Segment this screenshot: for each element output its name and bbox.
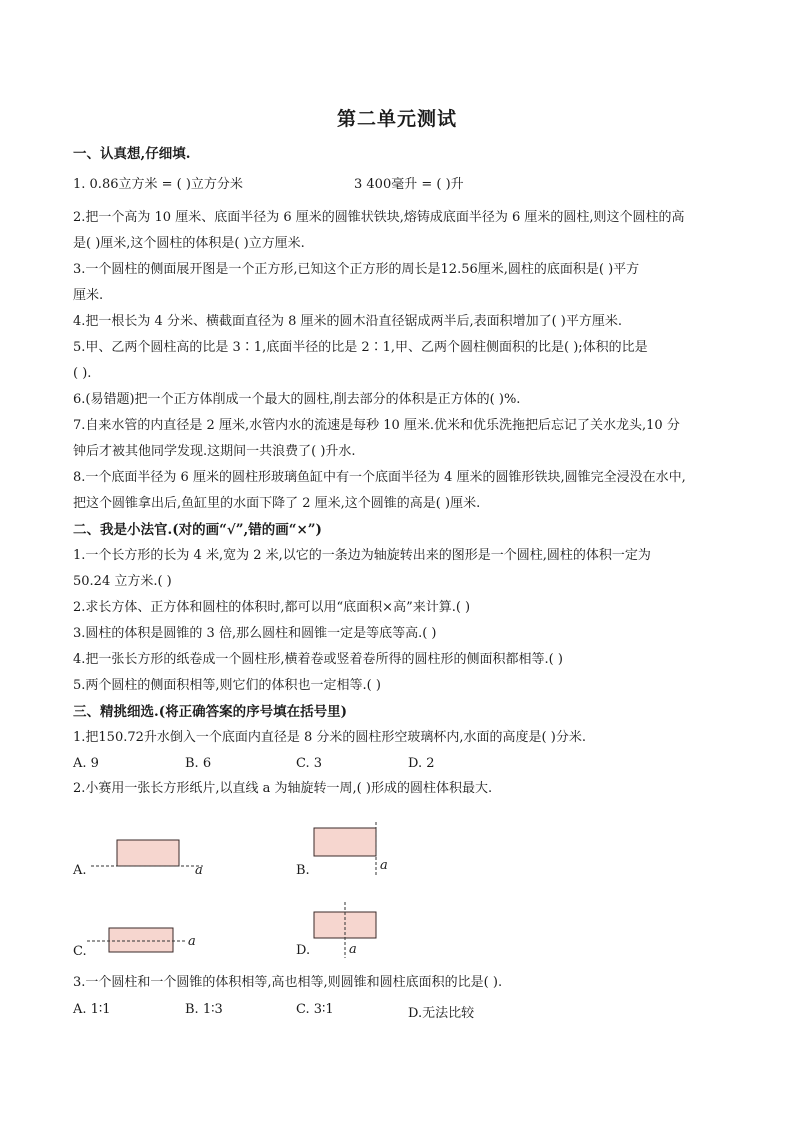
option-3-1-d: D. 2 bbox=[408, 756, 435, 771]
question-1-7: 7.自来水管的内直径是 2 厘米,水管内水的流速是每秒 10 厘米.优米和优乐洗拖把后忘记了关水龙头,10 分 bbox=[73, 418, 680, 433]
question-1-1b: 3 400毫升 = ( )升 bbox=[354, 177, 464, 192]
question-2-3: 3.圆柱的体积是圆锥的 3 倍,那么圆柱和圆锥一定是等底等高.( ) bbox=[73, 626, 437, 641]
question-3-1: 1.把150.72升水倒入一个底面内直径是 8 分米的圆柱形空玻璃杯内,水面的高度是( )分米. bbox=[73, 730, 586, 745]
question-1-7-cont: 钟后才被其他同学发现.这期间一共浪费了( )升水. bbox=[73, 444, 356, 459]
figure-a bbox=[73, 832, 223, 882]
figure-d-axis-label: a bbox=[349, 942, 357, 957]
figure-c-rect bbox=[109, 928, 173, 952]
figure-a-axis-label: a bbox=[195, 863, 203, 878]
question-2-1-cont: 50.24 立方米.( ) bbox=[73, 574, 172, 589]
figure-b-label: B. bbox=[296, 863, 310, 878]
section-1-heading: 一、认真想,仔细填. bbox=[73, 146, 191, 162]
figure-c bbox=[73, 924, 223, 962]
question-1-6: 6.(易错题)把一个正方体削成一个最大的圆柱,削去部分的体积是正方体的( )%. bbox=[73, 392, 521, 407]
section-2-heading: 二、我是小法官.(对的画“√”,错的画“×”) bbox=[73, 522, 322, 538]
option-3-3-a: A. 1∶1 bbox=[73, 1002, 111, 1017]
figure-b-axis-label: a bbox=[380, 858, 388, 873]
figure-c-label: C. bbox=[73, 944, 87, 959]
option-3-1-a: A. 9 bbox=[73, 756, 99, 771]
figure-d-label: D. bbox=[296, 943, 311, 958]
question-1-2: 2.把一个高为 10 厘米、底面半径为 6 厘米的圆锥状铁块,熔铸成底面半径为 6 厘米的圆柱,则这个圆柱的高 bbox=[73, 210, 685, 225]
option-3-1-c: C. 3 bbox=[296, 756, 323, 771]
figure-d bbox=[296, 902, 406, 960]
question-2-4: 4.把一张长方形的纸卷成一个圆柱形,横着卷或竖着卷所得的圆柱形的侧面积都相等.( ) bbox=[73, 652, 563, 667]
figure-a-label: A. bbox=[73, 863, 87, 878]
question-1-1: 1. 0.86立方米 = ( )立方分米 bbox=[73, 177, 243, 192]
figure-b bbox=[296, 822, 406, 880]
option-3-3-d: D.无法比较 bbox=[408, 1006, 475, 1021]
figure-b-drawing bbox=[296, 822, 406, 880]
question-1-8-cont: 把这个圆锥拿出后,鱼缸里的水面下降了 2 厘米,这个圆锥的高是( )厘米. bbox=[73, 496, 481, 511]
option-3-3-b: B. 1∶3 bbox=[185, 1002, 223, 1017]
figure-c-axis-label: a bbox=[188, 934, 196, 949]
option-3-3-c: C. 3∶1 bbox=[296, 1002, 334, 1017]
question-2-1: 1.一个长方形的长为 4 米,宽为 2 米,以它的一条边为轴旋转出来的图形是一个圆柱,圆柱的体积一定为 bbox=[73, 548, 651, 563]
figure-c-drawing bbox=[73, 924, 223, 962]
question-1-5-cont: ( ). bbox=[73, 366, 92, 381]
option-3-1-b: B. 6 bbox=[185, 756, 212, 771]
figure-a-rect bbox=[117, 840, 179, 866]
question-1-3: 3.一个圆柱的侧面展开图是一个正方形,已知这个正方形的周长是12.56厘米,圆柱的底面积是( )平方 bbox=[73, 262, 640, 277]
question-2-2: 2.求长方体、正方体和圆柱的体积时,都可以用“底面积×高”来计算.( ) bbox=[73, 600, 471, 615]
question-1-2-cont: 是( )厘米,这个圆柱的体积是( )立方厘米. bbox=[73, 236, 305, 251]
question-2-5: 5.两个圆柱的侧面积相等,则它们的体积也一定相等.( ) bbox=[73, 678, 381, 693]
question-1-3-cont: 厘米. bbox=[73, 288, 104, 303]
figure-b-rect bbox=[314, 828, 376, 856]
question-1-8: 8.一个底面半径为 6 厘米的圆柱形玻璃鱼缸中有一个底面半径为 4 厘米的圆锥形铁块,圆锥完全浸没在水中, bbox=[73, 470, 686, 485]
section-3-heading: 三、精挑细选.(将正确答案的序号填在括号里) bbox=[73, 704, 347, 720]
question-1-4: 4.把一根长为 4 分米、横截面直径为 8 厘米的圆木沿直径锯成两半后,表面积增加了( )平方厘米. bbox=[73, 314, 623, 329]
question-1-5: 5.甲、乙两个圆柱高的比是 3∶1,底面半径的比是 2∶1,甲、乙两个圆柱侧面积的比是( );体积的比是 bbox=[73, 340, 648, 355]
page-title: 第二单元测试 bbox=[336, 108, 457, 130]
question-3-2: 2.小赛用一张长方形纸片,以直线 a 为轴旋转一周,( )形成的圆柱体积最大. bbox=[73, 781, 493, 796]
question-3-3: 3.一个圆柱和一个圆锥的体积相等,高也相等,则圆锥和圆柱底面积的比是( ). bbox=[73, 975, 503, 990]
